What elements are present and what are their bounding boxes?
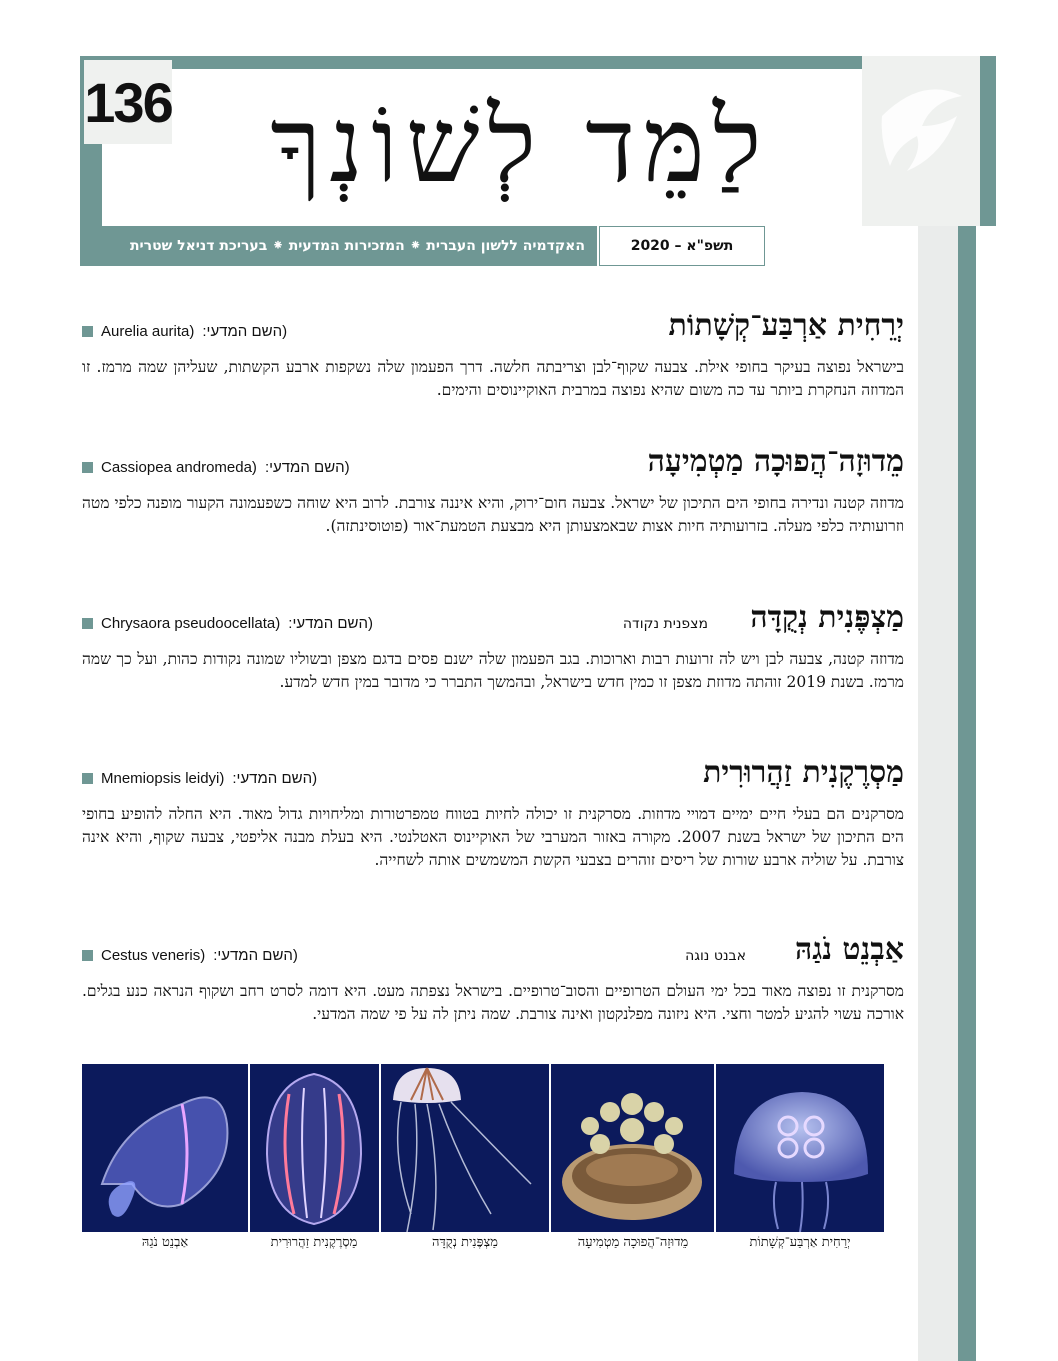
photo-cestus bbox=[82, 1064, 248, 1232]
scientific-name-label: (השם המדעי: bbox=[202, 323, 288, 340]
entry-alt-spelling: מצפנית נקודה bbox=[622, 616, 708, 632]
header-top-bar bbox=[80, 56, 862, 69]
masthead-title: לַמֵּד לְשׁוֹנְךָ bbox=[270, 84, 770, 206]
entry-body: בישראל נפוצה בעיקר בחופי אילת. צבעה שקוף־לבן וצריבתה חלשה. דרך הפעמון שלה נשקפות ארבע הקשתות, שעליהן שמה מרמז. זו המדוזה הנחקרת ביותר עד כה משום שהיא נפוצה במרבית האוקיינוסים והימים. bbox=[82, 358, 904, 399]
scientific-name-latin: Chrysaora pseudoocellata) bbox=[101, 615, 281, 632]
entry-header bbox=[82, 592, 904, 638]
entry-title: יְרֵחִית אַרְבַּע־קְשָׁתוֹת bbox=[668, 308, 904, 343]
entry-aurelia bbox=[82, 300, 904, 402]
bullet-square-icon bbox=[82, 462, 93, 473]
issue-number: 136 bbox=[84, 60, 172, 144]
photo-aurelia bbox=[714, 1064, 884, 1232]
entry-chrysaora bbox=[82, 592, 904, 694]
moon-jelly-icon bbox=[716, 1064, 884, 1232]
entry-mnemiopsis bbox=[82, 747, 904, 872]
entry-header bbox=[82, 436, 904, 482]
scientific-name bbox=[82, 770, 317, 787]
scientific-name-label: (השם המדעי: bbox=[213, 947, 298, 964]
entry-title: מַצְפֶּנִית נְקֻדָּה bbox=[750, 600, 904, 635]
right-rail-dark bbox=[958, 56, 976, 1361]
photo-mnemiopsis bbox=[248, 1064, 380, 1232]
scientific-name-label: (השם המדעי: bbox=[264, 459, 350, 476]
photo-cassiopea bbox=[549, 1064, 715, 1232]
entry-header bbox=[82, 300, 904, 346]
bullet-square-icon bbox=[82, 950, 93, 961]
bullet-square-icon bbox=[82, 326, 93, 337]
entry-body: מסרקנית זו נפוצה מאוד בכל ימי העולם הטרופיים והסוב־טרופיים. בישראל נצפתה מעט. היא דומה לסרט רחב ושקוף הנראה כנע בגלים. אורכה עשוי להגיע למטר וחצי. היא ניזונה מפלנקטון ואינה צורבת. שמה ניתן לה על פי שמה המדעי. bbox=[82, 982, 904, 1023]
photo-captions bbox=[82, 1234, 884, 1256]
entry-title: מַסְרֶקֶנִית זַהֲרוּרִית bbox=[703, 755, 904, 790]
venus-girdle-icon bbox=[82, 1064, 248, 1232]
academy-logo bbox=[862, 56, 980, 226]
right-rail-top-dark bbox=[978, 56, 996, 226]
year-line: תשפ"א – 2020 bbox=[599, 226, 765, 266]
entry-body: מדוזה קטנה ונדירה בחופי הים התיכון של ישראל. צבעה חום־ירוק, והיא איננה צורבת. לרוב היא שוחה כשפעמונה הקעור מופנה כלפי מטה וזרועותיה כלפי מעלה. בזרועותיה חיות אצות שבאמצעותן היא מבצעת הטמעת־אור (פוטוסינתזה). bbox=[82, 494, 904, 535]
entry-body: מדוזה קטנה, צבעה לבן ויש לה זרועות רבות וארוכות. בגב הפעמון שלה ישנם פסים בדגם מצפן ובשוליו שמונה נקודות כהות, ועל כך שמה מרמז. בשנת 2019 זוהתה מדוזת מצפן זו כמין חדש בישראל, ובהמשך התברר כי מדובר במין חדש למדע. bbox=[82, 650, 904, 691]
comb-jelly-icon bbox=[249, 1064, 379, 1232]
scientific-name bbox=[82, 459, 350, 476]
scientific-name-latin: Aurelia aurita) bbox=[101, 323, 195, 340]
scientific-name bbox=[82, 947, 298, 964]
entry-title: אַבְנֵט נֹגַהּ bbox=[795, 932, 904, 967]
scientific-name-latin: Cestus veneris) bbox=[101, 947, 206, 964]
scientific-name-latin: Cassiopea andromeda) bbox=[101, 459, 257, 476]
caption-cassiopea: מֵדוּזָה־הֲפוּכָה מַטְמִיעָה bbox=[577, 1235, 689, 1250]
scientific-name-label: (השם המדעי: bbox=[288, 615, 373, 632]
entry-cassiopea bbox=[82, 436, 904, 538]
entry-title: מֵדוּזָה־הֲפוּכָה מַטְמִיעָה bbox=[647, 444, 904, 479]
bullet-square-icon bbox=[82, 773, 93, 784]
caption-chrysaora: מַצְפֶּנִית נְקֻדָּה bbox=[432, 1235, 498, 1250]
upside-down-jelly-icon bbox=[550, 1064, 714, 1232]
entry-body: מסרקנים הם בעלי חיים ימיים דמויי מדוזות. מסרקנית זו יכולה לחיות בטווח טמפרטורות ומליחויות גדול מאוד. היא החלה להופיע בחופי הים התיכון של ישראל בשנת 2007. מקורה באזור המערבי של האוקיינוס האטלנטי. היא בעלת מבנה אליפטי, צבעה שקוף, והיא אינה צורבת. על שוליה ארבע שורות של ריסים זוהרים בצבעי הקשת המשמשים אותה לשחייה. bbox=[82, 805, 904, 869]
caption-aurelia: יְרֵחִית אַרְבַּע־קְשָׁתוֹת bbox=[749, 1235, 851, 1250]
academy-logo-icon bbox=[862, 56, 980, 226]
caption-cestus: אַבְנֵט נֹגַהּ bbox=[141, 1235, 189, 1250]
header-subbar bbox=[80, 226, 765, 268]
bullet-square-icon bbox=[82, 618, 93, 629]
entry-alt-spelling: אבנט נוגה bbox=[685, 948, 746, 964]
entry-header bbox=[82, 747, 904, 793]
scientific-name bbox=[82, 615, 373, 632]
compass-jelly-icon bbox=[381, 1064, 549, 1232]
publisher-line: האקדמיה ללשון העברית ⁕ המזכירות המדעית ⁕ בעריכת דניאל שטרית bbox=[80, 226, 597, 266]
caption-mnemiopsis: מַסְרֶקֶנִית זַהֲרוּרִית bbox=[270, 1235, 358, 1250]
entry-header bbox=[82, 924, 904, 970]
photo-chrysaora bbox=[379, 1064, 549, 1232]
photo-strip bbox=[82, 1064, 884, 1232]
entry-cestus bbox=[82, 924, 904, 1026]
scientific-name-latin: Mnemiopsis leidyi) bbox=[101, 770, 225, 787]
scientific-name-label: (השם המדעי: bbox=[232, 770, 318, 787]
scientific-name bbox=[82, 323, 287, 340]
